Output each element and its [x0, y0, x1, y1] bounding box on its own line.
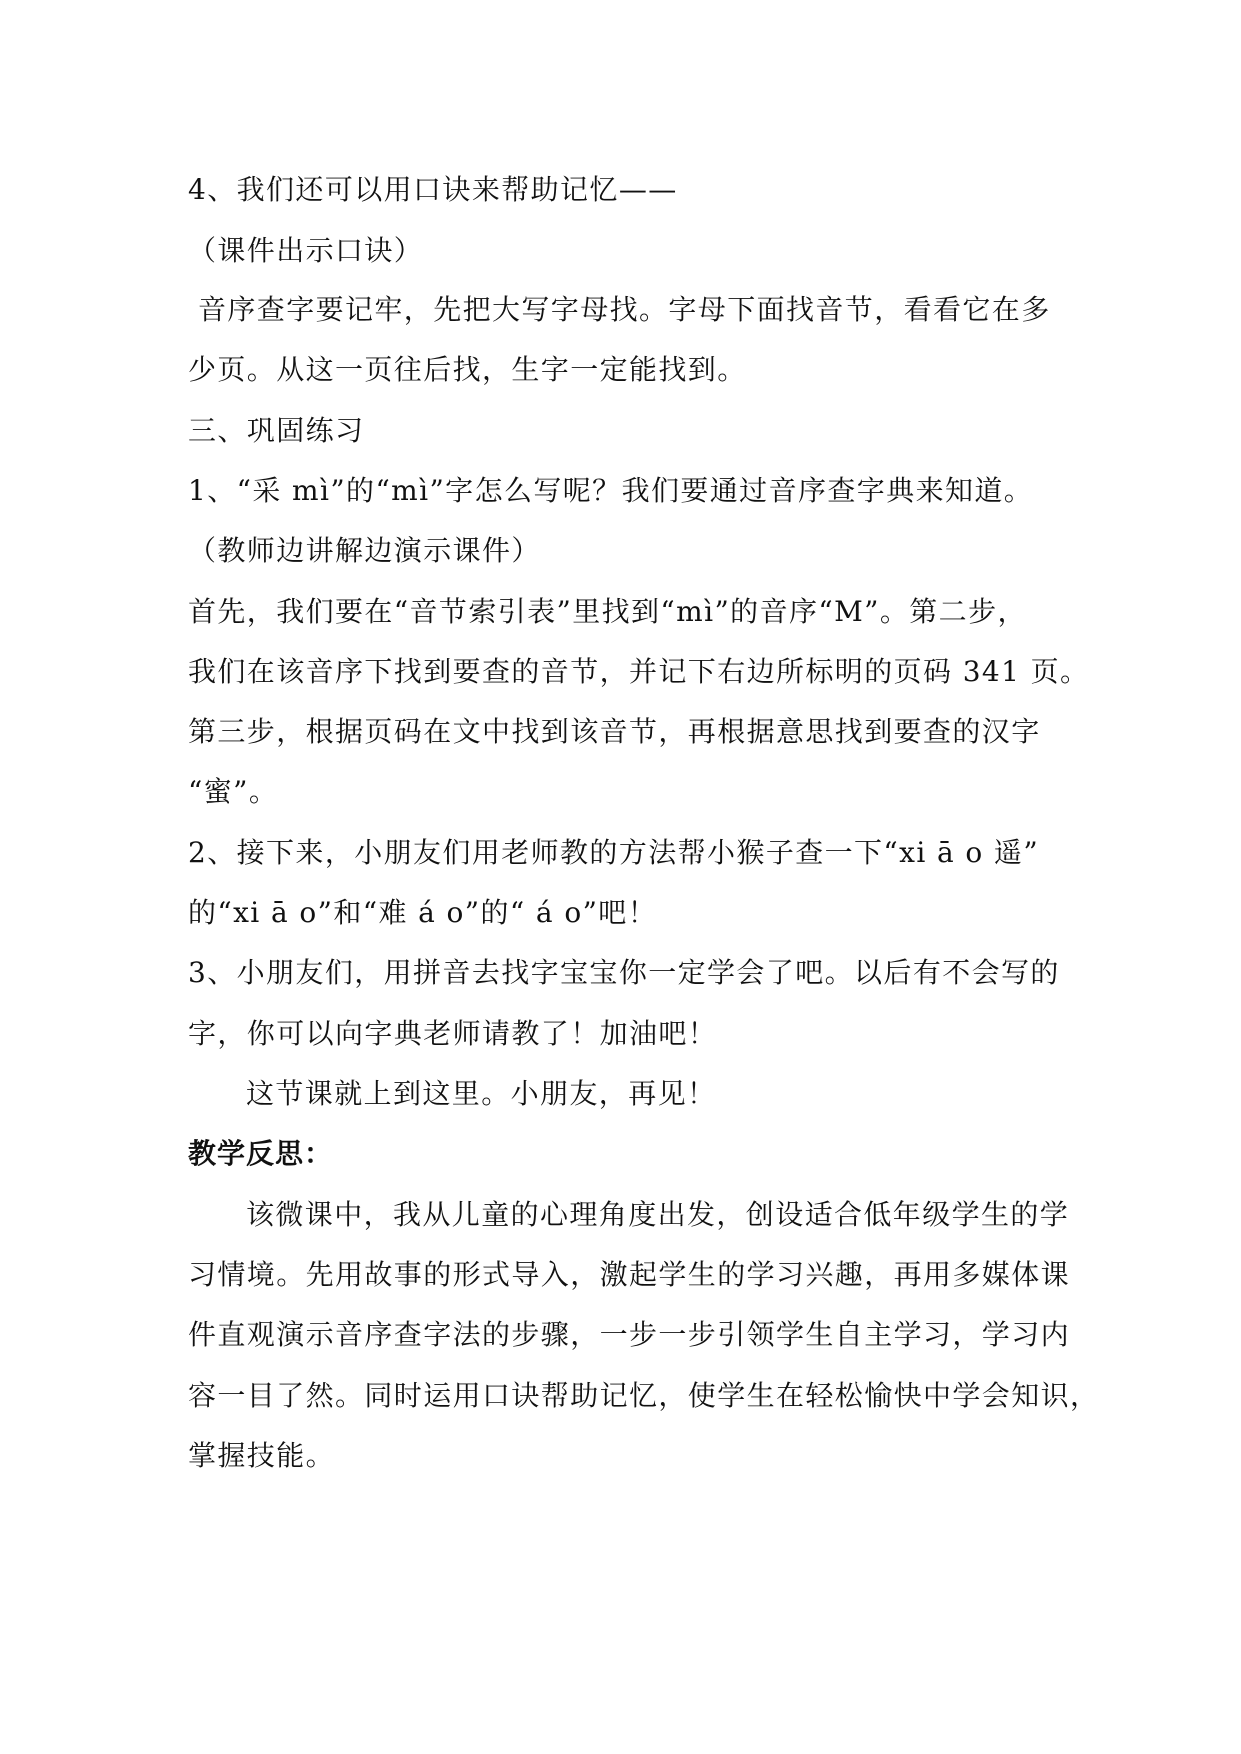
- text-line: （教师边讲解边演示课件）: [188, 534, 541, 567]
- text-line: 字，你可以向字典老师请教了！加油吧！: [188, 1017, 718, 1050]
- text-line: 我们在该音序下找到要查的音节，并记下右边所标明的页码 341 页。: [188, 655, 1090, 688]
- text-line: 2、接下来，小朋友们用老师教的方法帮小猴子查一下“xi ā o 遥”: [188, 836, 1040, 869]
- section-heading: 三、巩固练习: [188, 414, 365, 447]
- text-line: 3、小朋友们，用拼音去找字宝宝你一定学会了吧。以后有不会写的: [188, 956, 1060, 989]
- text-line: 习情境。先用故事的形式导入，激起学生的学习兴趣，再用多媒体课: [188, 1258, 1071, 1291]
- text-line: 1、“采 mì”的“mì”字怎么写呢？我们要通过音序查字典来知道。: [188, 474, 1034, 507]
- text-line: 少页。从这一页往后找，生字一定能找到。: [188, 353, 747, 386]
- text-line: 的“xi ā o”和“难 á o”的“ á o”吧！: [188, 896, 658, 929]
- text-line: 容一目了然。同时运用口诀帮助记忆，使学生在轻松愉快中学会知识，: [188, 1379, 1100, 1412]
- text-line: 4、我们还可以用口诀来帮助记忆——: [188, 173, 678, 206]
- text-line: 音序查字要记牢，先把大写字母找。字母下面找音节，看看它在多: [198, 293, 1051, 326]
- text-line: “蜜”。: [188, 775, 279, 808]
- text-line: 件直观演示音序查字法的步骤，一步一步引领学生自主学习，学习内: [188, 1318, 1071, 1351]
- text-line: （课件出示口诀）: [188, 234, 424, 267]
- text-line: 首先，我们要在“音节索引表”里找到“mì”的音序“M”。第二步，: [188, 595, 1027, 628]
- text-line: 这节课就上到这里。小朋友，再见！: [246, 1077, 717, 1110]
- text-line: 该微课中，我从儿童的心理角度出发，创设适合低年级学生的学: [246, 1198, 1070, 1231]
- text-line: 第三步，根据页码在文中找到该音节，再根据意思找到要查的汉字: [188, 715, 1041, 748]
- text-line: 掌握技能。: [188, 1439, 336, 1472]
- reflection-heading: 教学反思：: [188, 1137, 334, 1170]
